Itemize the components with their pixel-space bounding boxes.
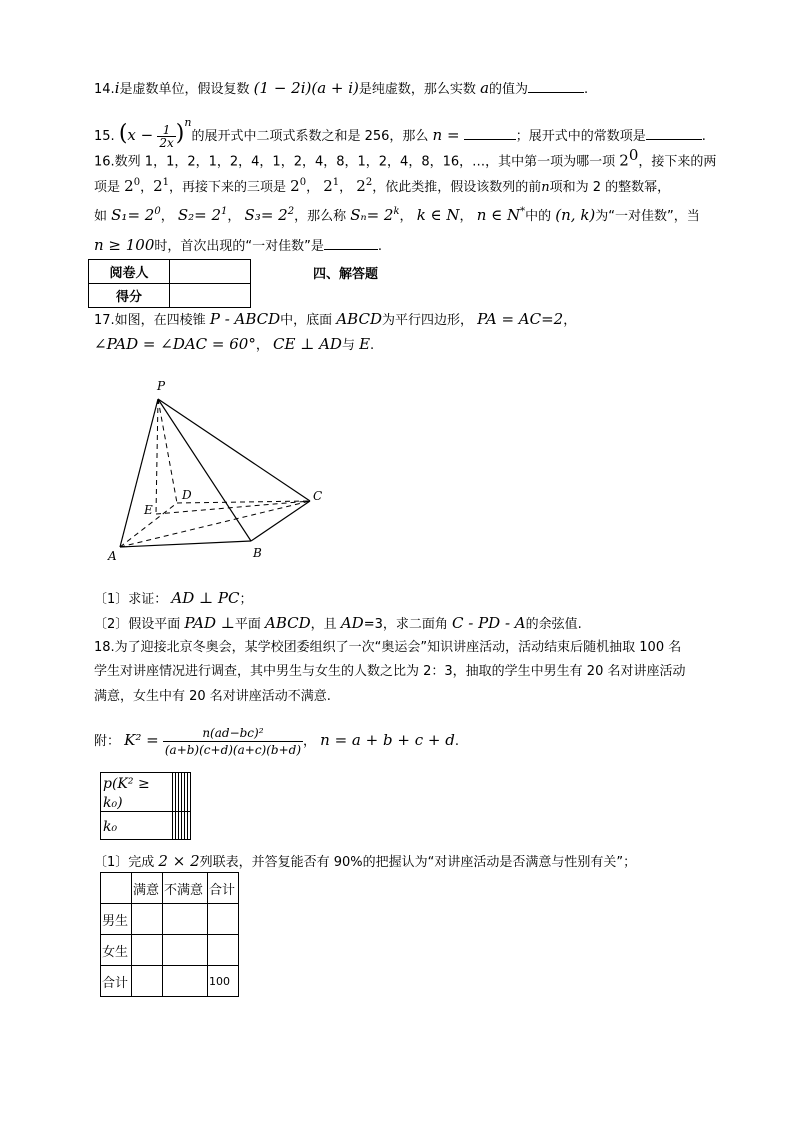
section-title: 四、解答题 [313,267,379,282]
q14-var-a: a [480,79,490,97]
ct-cell [132,935,163,966]
q16-two-pow-1: $2^1$ [153,177,170,195]
grader-label-reviewer: 阅卷人 [89,260,170,284]
q16-line-3-b: ，那么称 [294,209,347,224]
q18-part-1-a: 〔1〕完成 [94,855,155,870]
grader-cell-score [170,284,251,308]
q14-text-3: 的值为 [489,82,529,97]
q14-answer-blank [528,78,584,93]
q16-two-pow-2: $2^2$ [356,177,373,195]
ct-header-total: 合计 [208,873,239,904]
label-B: B [253,546,262,560]
ct-cell [208,904,239,935]
q18-n-def: n = a + b + c + d [320,731,455,749]
ct-cell [132,966,163,997]
q18-part-1 [94,850,636,874]
q16-line-1-tail: ，接下来的两 [638,154,717,170]
k-table-row-2-label: k₀ [101,812,173,840]
q18-n-def-end: . [454,734,459,749]
q15-blank-2 [646,125,702,140]
question-16-line-3: 如 $S_1= 2^0$， $S_2= 2^1$， $S_3= 2^2$，那么称 $S_n= 2^k$， k ∈ N， n ∈ N*中的 (n, k)为“一对佳数”，当 [94,206,700,224]
edge-PA [120,399,158,547]
q16-line-4-text: 时，首次出现的“一对佳数”是 [154,239,324,254]
q17-angles: ∠PAD = ∠DAC = 60° [94,335,256,353]
q16-sn: $S_n= 2^k$ [350,206,400,224]
q17-part-2-d: =3，求二面角 [363,617,448,632]
q16-answer-blank [324,235,378,250]
ct-row-label: 合计 [101,966,132,997]
ct-cell [208,935,239,966]
question-18-line-1: 18.为了迎接北京冬奥会，某学校团委组织了一次“奥运会”知识讲座活动，活动结束后随机抽取 100 名 [94,640,682,655]
q15-n-eq: n = [432,126,460,144]
q17-part-1-expr: AD ⊥ PC [171,589,240,607]
ct-cell-total: 100 [208,966,239,997]
q14-text-2: 是纯虚数，那么实数 [358,82,476,97]
q14-prefix: 14. [94,82,115,97]
q14-text-1: 是虚数单位，假设复数 [119,82,250,97]
q18-formula-fraction [163,725,303,758]
contingency-table [100,872,239,997]
q16-pair: (n, k) [555,206,596,224]
q18-attach-label: 附： [94,734,121,749]
q16-s3: $S_3= 2^2$ [244,206,295,224]
grader-table [88,259,251,308]
k-table-row-1-label: p(K² ≥ k₀) [101,773,173,812]
q17-line-1-d: ， [563,313,577,328]
q17-line-2-c: 与 [341,338,355,353]
q16-end: . [377,239,383,254]
q16-line-3-d: 为“一对佳数”，当 [595,209,700,224]
ct-row-label: 男生 [101,904,132,935]
q14-end: . [584,82,589,97]
q16-s1: $S_1= 2^0$ [111,206,161,224]
label-E: E [144,503,153,517]
q15-text-2: ；展开式中的常数项是 [515,129,646,144]
q18-formula-line [94,722,459,760]
label-D: D [182,488,192,502]
q16-s2: $S_2= 2^1$ [177,206,228,224]
ct-cell [163,966,208,997]
question-17-part-2 [94,612,582,636]
q15-paren-close: ) [175,121,185,146]
q18-formula-den: (a+b)(c+d)(a+c)(b+d) [164,743,302,757]
q17-base: ABCD [336,310,382,328]
q15-end: . [701,129,706,144]
q16-two-pow-0b: $2^0$ [290,177,307,195]
q15-text-1: 的展开式中二项式系数之和是 256，那么 [191,129,429,144]
q16-condition: n ≥ 100 [94,236,155,254]
q16-k-in: k ∈ N [416,206,460,224]
q18-formula-num: n(ad−bc)² [163,725,303,742]
q15-paren-open: ( [118,121,128,146]
pyramid-figure [100,370,340,570]
q17-part-2-base: ABCD [265,614,311,632]
q16-n: n [541,180,550,195]
question-16-line-4 [94,234,382,258]
q16-line-2-c: ，依此类推，假设该数列的前 [372,180,542,195]
q17-part-2-expr: PAD ⊥ [184,614,235,632]
q17-part-2-e: 的余弦值. [525,617,582,632]
label-A: A [108,549,117,563]
edge-PB [158,399,251,541]
q17-line-1-a: 17.如图，在四棱锥 [94,313,206,328]
q15-exponent: n [184,116,192,129]
question-17-part-1 [94,587,253,611]
question-18-line-2: 学生对讲座情况进行调查，其中男生与女生的人数之比为 2：3，抽取的学生中男生有 20 名对讲座活动 [94,664,686,679]
q14-i: i [114,79,120,97]
q14-expression: (1 − 2i)(a + i) [253,79,359,97]
k-squared-table [100,772,191,840]
q17-part-2-b: 平面 [234,617,261,632]
grader-cell-reviewer [170,260,251,284]
q16-line-2-a: 项是 [94,180,121,195]
q18-part-1-expr: 2 × 2 [158,852,200,870]
q15-expr-x: x − [127,126,154,144]
q17-pyramid: P - ABCD [209,310,281,328]
ct-header-unsatisfied: 不满意 [163,873,208,904]
q17-part-2-ad: AD [340,614,364,632]
edge-PE [156,399,158,514]
q17-part-2-a: 〔2〕假设平面 [94,617,181,632]
edge-PC [158,399,310,501]
question-17-line-1 [94,308,576,332]
grader-label-score: 得分 [89,284,170,308]
question-18-line-3: 满意，女生中有 20 名对讲座活动不满意. [94,689,331,704]
q17-line-2-d: . [370,338,375,353]
question-16-line-2: 项是 $2^0$，$2^1$，再接下来的三项是 $2^0$， $2^1$， $2^2$，依此类推，假设该数列的前n项和为 2 的整数幂， [94,177,671,195]
q18-part-1-b: 列联表，并答复能否有 90%的把握认为“对讲座活动是否满意与性别有关”； [199,855,637,870]
q16-two-pow-0: $2^0$ [124,177,141,195]
q16-line-3-c: 中的 [525,209,552,224]
q15-blank-1 [464,125,516,140]
label-P: P [157,379,166,393]
ct-row-label: 女生 [101,935,132,966]
q15-frac-num: 1 [157,124,175,137]
q16-term: 2 [619,151,629,170]
q17-line-1-c: 为平行四边形， [381,313,473,328]
q17-perp: CE ⊥ AD [273,335,342,353]
k-table-cell [188,812,191,840]
edge-DC [177,501,310,503]
ct-header-blank [101,873,132,904]
q17-part-1-b: ； [239,592,253,607]
q17-line-1-b: 中，底面 [280,313,333,328]
q16-line-2-b: ，再接下来的三项是 [169,180,287,195]
q17-eq-1: PA = AC=2 [477,310,564,328]
q16-line-1: 16.数列 1，1，2，1，2，4，1，2，4，8，1，2，4，8，16，…，其中第一项为哪一项 [94,154,616,170]
ct-cell [132,904,163,935]
q16-term-exp: 0 [628,146,639,164]
q18-comma: ， [303,734,317,749]
q18-k2: K² = [124,731,159,749]
label-C: C [313,489,323,503]
q17-part-2-c: ，且 [310,617,337,632]
q17-part-2-angle: C - PD - A [452,614,526,632]
q17-e: E [359,335,371,353]
k-table-cell [188,773,191,812]
q17-part-1-a: 〔1〕求证： [94,592,168,607]
edge-BC [251,501,310,541]
q15-prefix: 15. [94,129,115,144]
question-17-line-2 [94,333,374,357]
question-14 [94,77,588,101]
q16-two-pow-1b: $2^1$ [323,177,340,195]
q16-line-2-d: 项和为 2 的整数幂， [549,180,671,195]
q16-n-in: n ∈ N* [476,206,526,224]
ct-cell [163,935,208,966]
q16-line-3-a: 如 [94,209,108,224]
q15-frac-den: 2x [159,136,174,150]
question-16-line-1 [94,144,716,173]
ct-header-satisfied: 满意 [132,873,163,904]
ct-cell [163,904,208,935]
q17-line-2-b: ， [255,338,269,353]
